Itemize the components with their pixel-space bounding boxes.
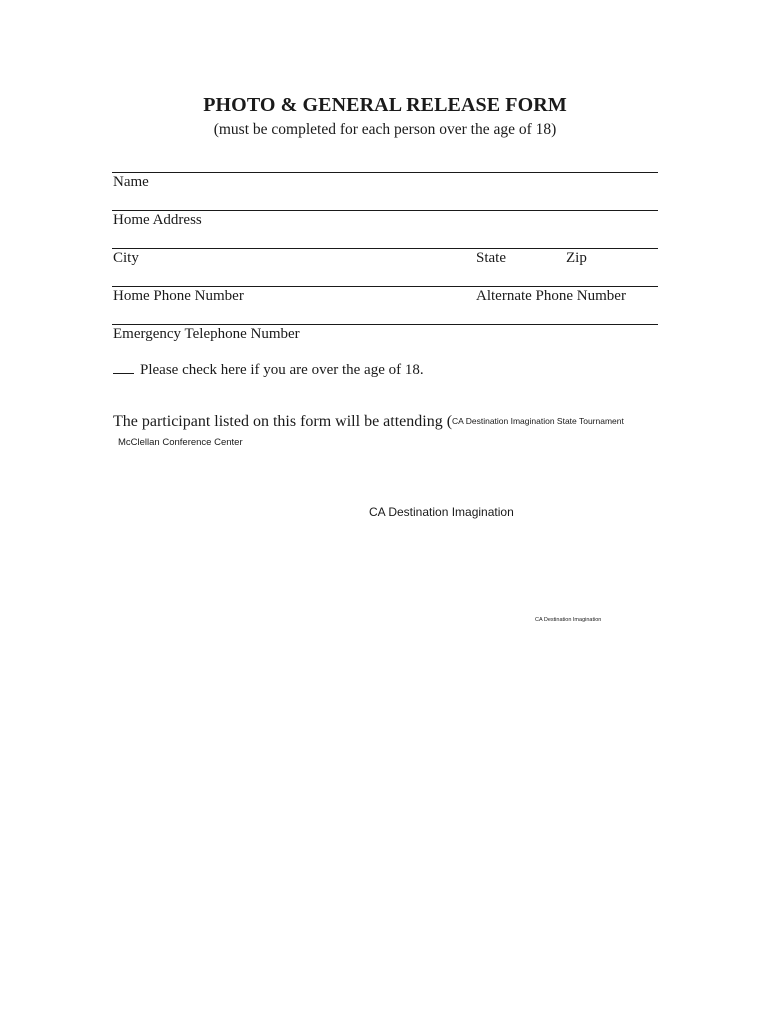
- organization-name: CA Destination Imagination: [369, 505, 514, 519]
- form-title: PHOTO & GENERAL RELEASE FORM: [203, 94, 567, 116]
- venue-name: McClellan Conference Center: [118, 437, 243, 448]
- age-check-blank[interactable]: [113, 361, 134, 374]
- state-label: State: [476, 250, 506, 266]
- emergency-phone-label: Emergency Telephone Number: [113, 326, 300, 342]
- city-label: City: [113, 250, 139, 266]
- attending-text: The participant listed on this form will be attending (: [113, 413, 453, 430]
- age-check-row: [113, 361, 424, 379]
- emergency-phone-line[interactable]: [112, 324, 658, 325]
- phone-line[interactable]: [112, 286, 658, 287]
- alternate-phone-label: Alternate Phone Number: [476, 288, 626, 304]
- organization-name-small: CA Destination Imagination: [535, 617, 602, 623]
- age-check-label: Please check here if you are over the age of 18.: [140, 362, 424, 378]
- home-address-line[interactable]: [112, 210, 658, 211]
- name-label: Name: [113, 174, 149, 190]
- home-address-label: Home Address: [113, 212, 202, 228]
- name-line[interactable]: [112, 172, 658, 173]
- city-state-zip-line[interactable]: [112, 248, 658, 249]
- form-subtitle: (must be completed for each person over the age of 18): [213, 121, 557, 138]
- home-phone-label: Home Phone Number: [113, 288, 244, 304]
- attending-statement: [113, 413, 624, 431]
- event-name: CA Destination Imagination State Tournament: [452, 416, 624, 426]
- zip-label: Zip: [566, 250, 587, 266]
